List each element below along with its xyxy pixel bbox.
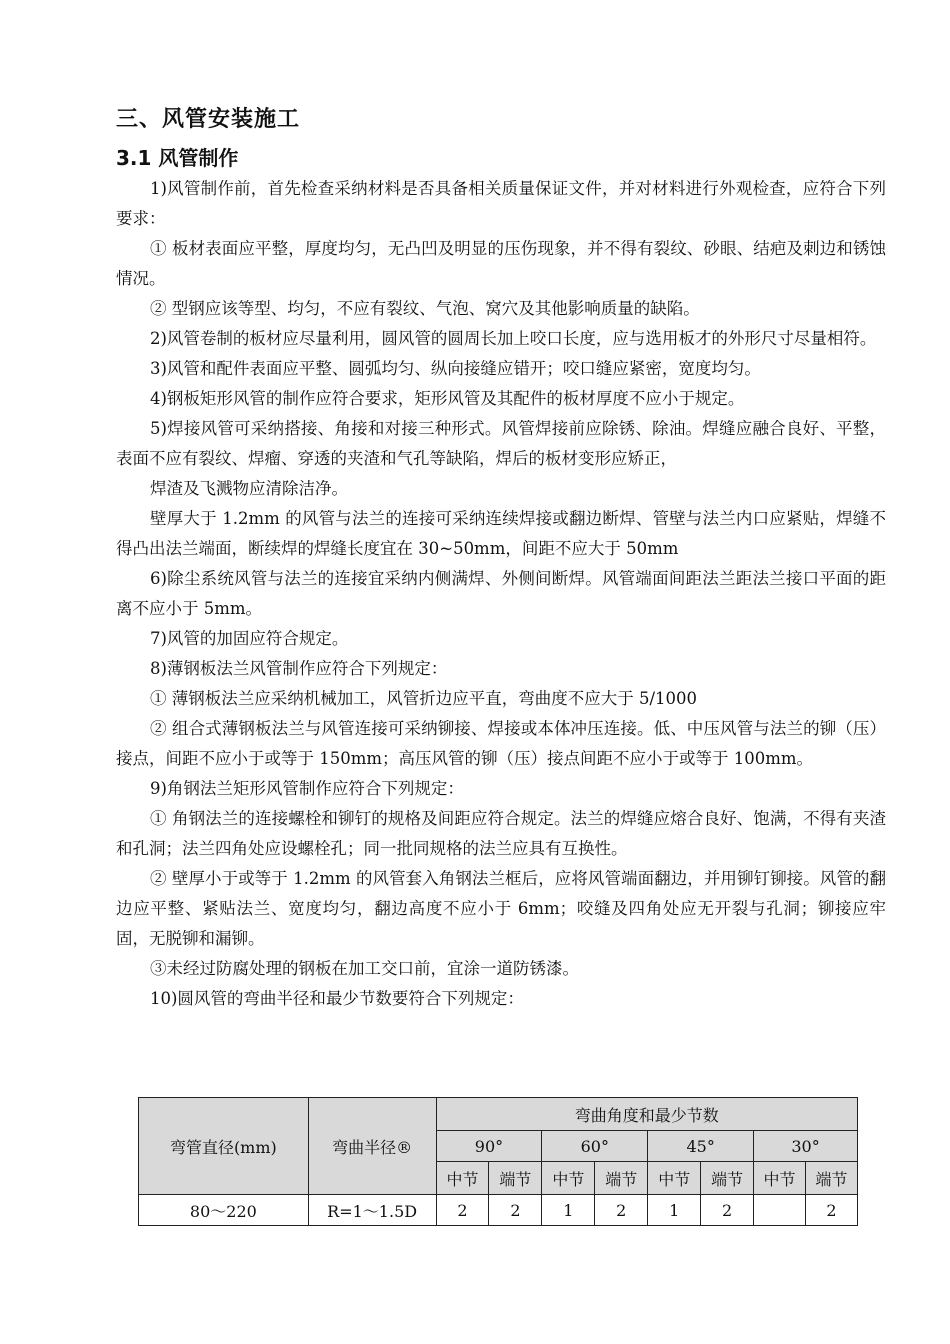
header-angle-90: 90° [436, 1131, 542, 1162]
paragraph: ② 组合式薄钢板法兰与风管连接可采纳铆接、焊接或本体冲压连接。低、中压风管与法兰的铆（压）接点，间距不应小于或等于 150mm；高压风管的铆（压）接点间距不应小于或等于 100mm。 [116, 719, 886, 768]
header-mid: 中节 [754, 1162, 806, 1195]
paragraph: 2)风管卷制的板材应尽量利用，圆风管的圆周长加上咬口长度，应与选用板才的外形尺寸尽量相符。 [150, 329, 877, 348]
paragraph: 焊渣及飞溅物应清除洁净。 [150, 479, 348, 498]
paragraph: 9)角钢法兰矩形风管制作应符合下列规定： [150, 779, 464, 798]
header-angle-60: 60° [542, 1131, 648, 1162]
cell-value: 2 [595, 1195, 648, 1226]
header-angle-group: 弯曲角度和最少节数 [436, 1098, 857, 1131]
section-heading: 三、风管安装施工 [116, 107, 301, 132]
paragraph: ② 壁厚小于或等于 1.2mm 的风管套入角钢法兰框后，应将风管端面翻边，并用铆钉铆接。风管的翻边应平整、紧贴法兰、宽度均匀，翻边高度不应小于 6mm；咬缝及四角处应无开裂与孔洞；铆接应牢固，无脱铆和漏铆。 [116, 869, 886, 948]
cell-value [754, 1195, 806, 1226]
header-diameter: 弯管直径(mm) [139, 1098, 309, 1195]
paragraph: 1)风管制作前，首先检查采纳材料是否具备相关质量保证文件，并对材料进行外观检查，应符合下列要求： [116, 179, 886, 228]
body-text [116, 174, 886, 1014]
paragraph: 6)除尘系统风管与法兰的连接宜采纳内侧满焊、外侧间断焊。风管端面间距法兰距法兰接口平面的距离不应小于 5mm。 [116, 569, 886, 618]
paragraph: ③未经过防腐处理的钢板在加工交口前，宜涂一道防锈漆。 [150, 959, 579, 978]
header-mid: 中节 [648, 1162, 701, 1195]
subsection-heading: 3.1 风管制作 [116, 146, 239, 170]
header-mid: 中节 [542, 1162, 595, 1195]
paragraph: 4)钢板矩形风管的制作应符合要求，矩形风管及其配件的板材厚度不应小于规定。 [150, 389, 745, 408]
cell-value: 1 [542, 1195, 595, 1226]
header-end: 端节 [489, 1162, 542, 1195]
cell-value: 1 [648, 1195, 701, 1226]
header-mid: 中节 [436, 1162, 489, 1195]
paragraph: 7)风管的加固应符合规定。 [150, 629, 349, 648]
paragraph: ① 板材表面应平整，厚度均匀，无凸凹及明显的压伤现象，并不得有裂纹、砂眼、结疤及刺边和锈蚀情况。 [116, 239, 886, 288]
cell-diameter: 80～220 [139, 1195, 309, 1226]
header-end: 端节 [806, 1162, 858, 1195]
paragraph: 壁厚大于 1.2mm 的风管与法兰的连接可采纳连续焊接或翻边断焊、管壁与法兰内口应紧贴，焊缝不得凸出法兰端面，断续焊的焊缝长度宜在 30~50mm，间距不应大于 50mm [116, 509, 886, 558]
cell-value: 2 [489, 1195, 542, 1226]
cell-value: 2 [806, 1195, 858, 1226]
header-angle-30: 30° [754, 1131, 858, 1162]
paragraph: 8)薄钢板法兰风管制作应符合下列规定： [150, 659, 448, 678]
bend-table [138, 1097, 858, 1226]
paragraph: ② 型钢应该等型、均匀，不应有裂纹、气泡、窝穴及其他影响质量的缺陷。 [150, 299, 700, 318]
cell-value: 2 [436, 1195, 489, 1226]
header-radius: 弯曲半径® [308, 1098, 436, 1195]
header-angle-45: 45° [648, 1131, 754, 1162]
paragraph: ① 角钢法兰的连接螺栓和铆钉的规格及间距应符合规定。法兰的焊缝应熔合良好、饱满，不得有夹渣和孔洞；法兰四角处应设螺栓孔；同一批同规格的法兰应具有互换性。 [116, 809, 886, 858]
paragraph: ① 薄钢板法兰应采纳机械加工，风管折边应平直，弯曲度不应大于 5/1000 [150, 689, 698, 708]
paragraph: 3)风管和配件表面应平整、圆弧均匀、纵向接缝应错开；咬口缝应紧密，宽度均匀。 [150, 359, 761, 378]
header-end: 端节 [595, 1162, 648, 1195]
paragraph: 10)圆风管的弯曲半径和最少节数要符合下列规定： [150, 989, 524, 1008]
paragraph: 5)焊接风管可采纳搭接、角接和对接三种形式。风管焊接前应除锈、除油。焊缝应融合良好、平整，表面不应有裂纹、焊瘤、穿透的夹渣和气孔等缺陷，焊后的板材变形应矫正， [116, 419, 886, 468]
header-end: 端节 [701, 1162, 754, 1195]
table-row [139, 1195, 858, 1226]
cell-value: 2 [701, 1195, 754, 1226]
cell-radius: R=1～1.5D [308, 1195, 436, 1226]
